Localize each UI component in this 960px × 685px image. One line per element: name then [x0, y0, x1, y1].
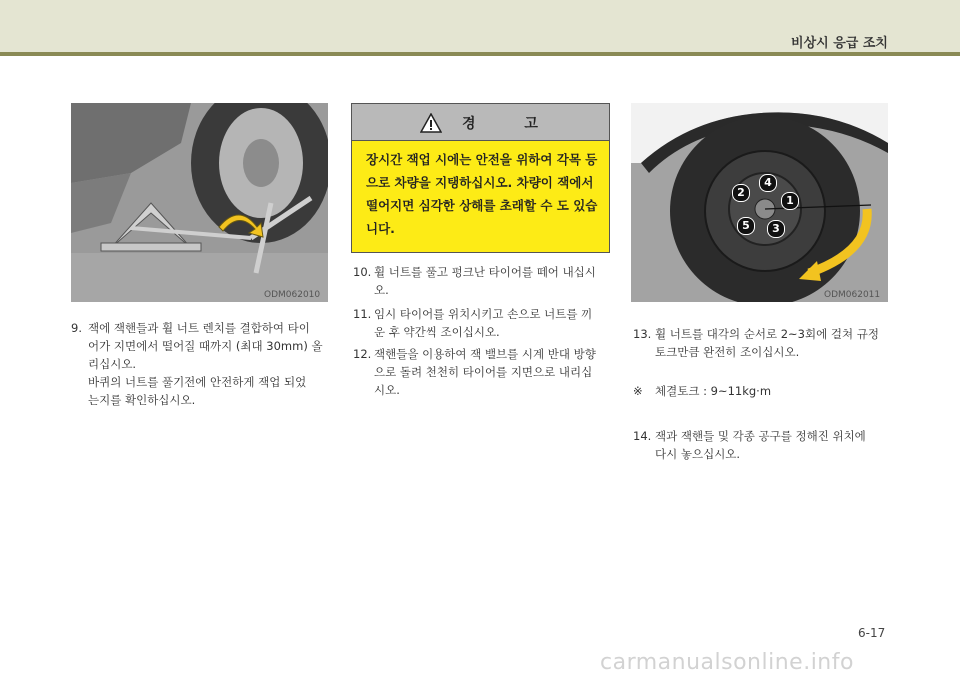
step-line: 오.	[374, 283, 389, 297]
nut-label-4: 4	[759, 174, 777, 192]
figure-code-right: ODM062011	[824, 290, 881, 300]
step-line: 리십시오.	[88, 357, 137, 371]
step-line: 임시 타이어를 위치시키고 손으로 너트를 끼	[374, 307, 593, 321]
step-number: 11.	[353, 307, 372, 321]
nut-label-5: 5	[737, 217, 755, 235]
watermark: carmanualsonline.info	[600, 650, 854, 675]
note-mark: ※	[633, 384, 643, 398]
step-line: 는지를 확인하십시오.	[88, 393, 196, 407]
section-title: 비상시 응급 조치	[791, 36, 888, 51]
step-line: 시오.	[374, 383, 400, 397]
warning-body: 장시간 잭업 시에는 안전을 위하여 각목 등으로 차량을 지탱하십시오. 차량이 잭에서 떨어지면 심각한 상해를 초래할 수 도 있습니다.	[366, 152, 598, 236]
step-number: 14.	[633, 429, 652, 443]
page-number: 6-17	[858, 626, 886, 640]
step-line: 으로 돌려 천천히 타이어를 지면으로 내리십	[374, 365, 593, 379]
wheel-illustration	[631, 103, 888, 302]
jack-figure	[71, 103, 328, 302]
step-line: 휠 너트를 풀고 펑크난 타이어를 떼어 내십시	[374, 265, 596, 279]
step-number: 10.	[353, 265, 372, 279]
step-line: 토크만큼 완전히 조이십시오.	[655, 345, 800, 359]
step-number: 13.	[633, 327, 652, 341]
nut-label-2: 2	[732, 184, 750, 202]
step-line: 운 후 약간씩 조이십시오.	[374, 325, 500, 339]
nut-label-3: 3	[767, 220, 785, 238]
jack-illustration	[71, 103, 328, 302]
step-line: 잭과 잭핸들 및 각종 공구를 정해진 위치에	[655, 429, 866, 443]
step-number: 9.	[71, 321, 82, 335]
step-line: 다시 놓으십시오.	[655, 447, 741, 461]
step-line: 바퀴의 너트를 풀기전에 안전하게 잭업 되었	[88, 375, 307, 389]
wheel-figure	[631, 103, 888, 302]
step-line: 잭에 잭핸들과 휠 너트 렌치를 결합하여 타이	[88, 321, 310, 335]
step-line: 잭핸들을 이용하여 잭 밸브를 시계 반대 방향	[374, 347, 596, 361]
step-line: 휠 너트를 대각의 순서로 2~3회에 걸쳐 규정	[655, 327, 879, 341]
warning-triangle-icon	[420, 113, 442, 133]
header-rule	[0, 52, 960, 56]
nut-label-1: 1	[781, 192, 799, 210]
figure-code-left: ODM062010	[264, 290, 321, 300]
note-text: 체결토크 : 9~11kg·m	[655, 384, 772, 398]
step-number: 12.	[353, 347, 372, 361]
step-line: 어가 지면에서 떨어질 때까지 (최대 30mm) 올	[88, 339, 323, 353]
warning-title: 경 고	[462, 116, 560, 132]
